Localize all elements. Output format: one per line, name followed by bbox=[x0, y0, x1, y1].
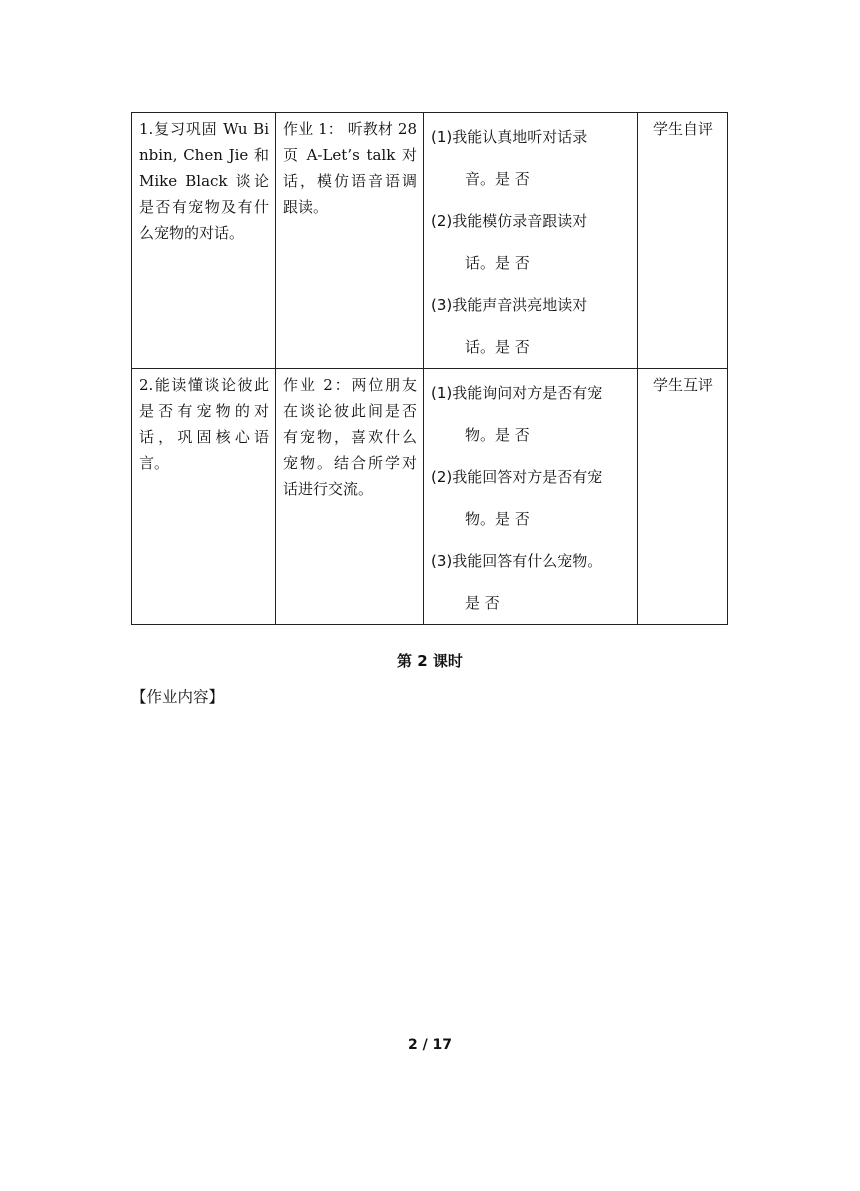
criteria-answer: 是 否 bbox=[465, 594, 500, 612]
homework-table bbox=[131, 112, 728, 625]
criteria-question: (1)我能询问对方是否有宠 bbox=[431, 384, 603, 402]
criteria-question: (2)我能回答对方是否有宠 bbox=[431, 468, 603, 486]
criteria-answer: 话。是 否 bbox=[465, 338, 530, 356]
task-cell: 作业 2：两位朋友在谈论彼此间是否有宠物，喜欢什么宠物。结合所学对话进行交流。 bbox=[276, 369, 424, 625]
criteria-item bbox=[431, 200, 631, 284]
section-label: 【作业内容】 bbox=[131, 688, 225, 706]
criteria-cell bbox=[424, 369, 638, 625]
criteria-question: (3)我能回答有什么宠物。 bbox=[431, 552, 603, 570]
criteria-item bbox=[431, 372, 631, 456]
criteria-item bbox=[431, 540, 631, 624]
criteria-answer: 话。是 否 bbox=[465, 254, 530, 272]
criteria-item bbox=[431, 116, 631, 200]
table-row bbox=[132, 369, 728, 625]
criteria-question: (3)我能声音洪亮地读对 bbox=[431, 296, 588, 314]
table-row bbox=[132, 113, 728, 369]
goal-cell: 1.复习巩固 Wu Binbin, Chen Jie 和 Mike Black 谈论是否有宠物及有什么宠物的对话。 bbox=[132, 113, 276, 369]
criteria-answer: 物。是 否 bbox=[465, 510, 530, 528]
criteria-answer: 物。是 否 bbox=[465, 426, 530, 444]
criteria-question: (1)我能认真地听对话录 bbox=[431, 128, 588, 146]
page-number: 2 / 17 bbox=[407, 1037, 453, 1053]
criteria-item bbox=[431, 456, 631, 540]
method-cell: 学生互评 bbox=[638, 369, 728, 625]
criteria-answer: 音。是 否 bbox=[465, 170, 530, 188]
method-cell: 学生自评 bbox=[638, 113, 728, 369]
criteria-item bbox=[431, 284, 631, 368]
task-cell: 作业 1： 听教材 28 页 A-Let’s talk 对话，模仿语音语调跟读。 bbox=[276, 113, 424, 369]
criteria-question: (2)我能模仿录音跟读对 bbox=[431, 212, 588, 230]
criteria-cell bbox=[424, 113, 638, 369]
goal-cell: 2.能读懂谈论彼此是否有宠物的对话，巩固核心语言。 bbox=[132, 369, 276, 625]
lesson-heading: 第 2 课时 bbox=[397, 652, 463, 670]
